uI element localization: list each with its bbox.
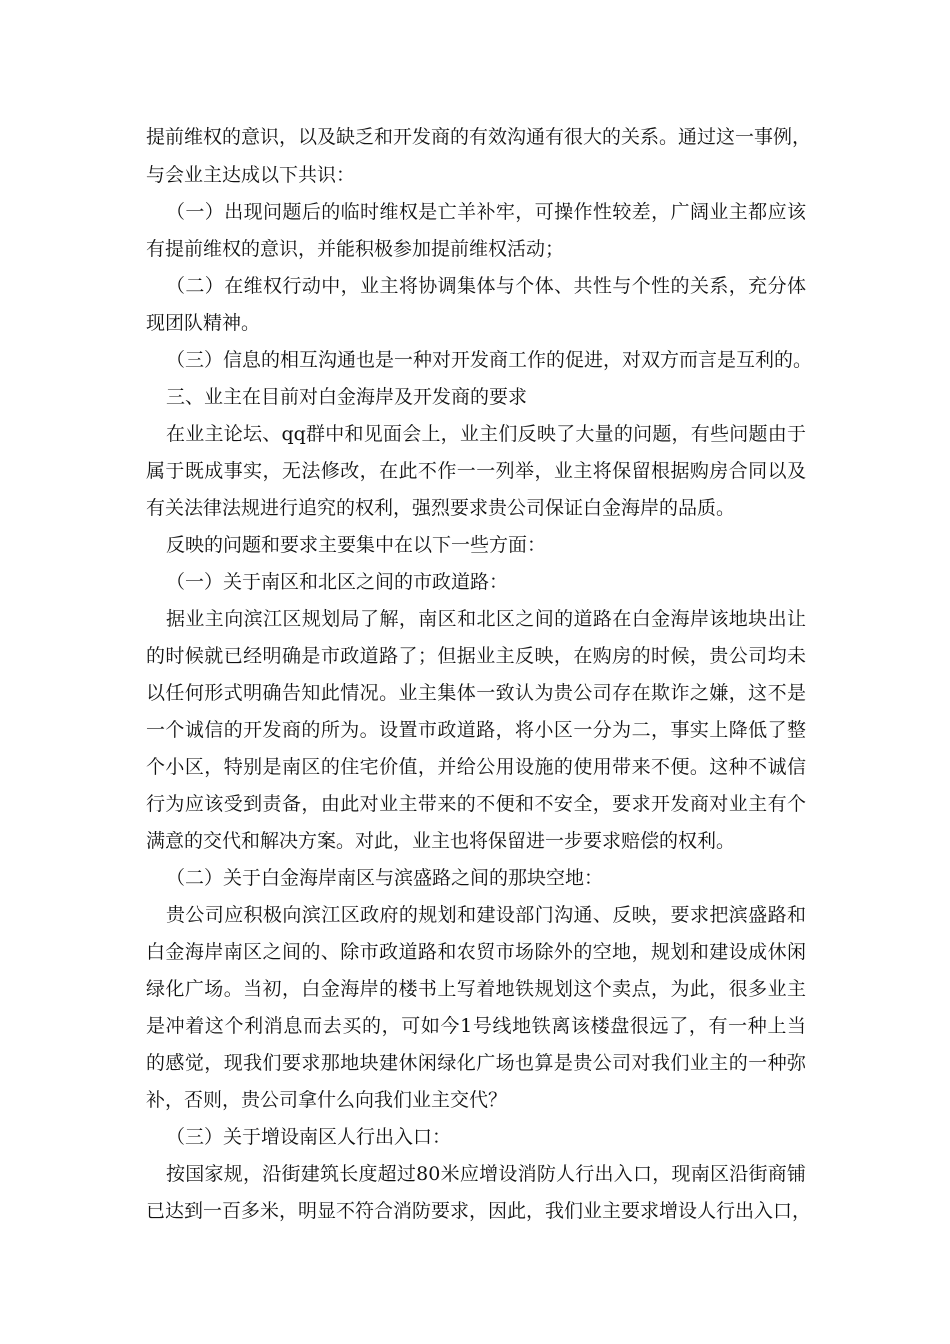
paragraph-line: （一）出现问题后的临时维权是亡羊补牢，可操作性较差，广阔业主都应该	[166, 201, 806, 223]
subsection-heading: （三）关于增设南区人行出入口：	[166, 1126, 452, 1148]
paragraph-line: 绿化广场。当初，白金海岸的楼书上写着地铁规划这个卖点，为此，很多业主	[146, 978, 806, 1000]
paragraph-line: 的感觉，现我们要求那地块建休闲绿化广场也算是贵公司对我们业主的一种弥	[146, 1052, 806, 1074]
paragraph-line: 以任何形式明确告知此情况。业主集体一致认为贵公司存在欺诈之嫌，这不是	[146, 682, 806, 704]
paragraph-line: 贵公司应积极向滨江区政府的规划和建设部门沟通、反映，要求把滨盛路和	[166, 904, 806, 926]
paragraph-line: 个小区，特别是南区的住宅价值，并给公用设施的使用带来不便。这种不诚信	[146, 756, 806, 778]
paragraph-line: 有关法律法规进行追究的权利，强烈要求贵公司保证白金海岸的品质。	[146, 497, 736, 519]
paragraph-line: 行为应该受到责备，由此对业主带来的不便和不安全，要求开发商对业主有个	[146, 793, 806, 815]
paragraph-line: 白金海岸南区之间的、除市政道路和农贸市场除外的空地，规划和建设成休闲	[146, 941, 806, 963]
paragraph-line: （三）信息的相互沟通也是一种对开发商工作的促进，对双方而言是互利的。	[166, 349, 813, 371]
paragraph-line: 与会业主达成以下共识：	[146, 164, 356, 186]
subsection-heading: （二）关于白金海岸南区与滨盛路之间的那块空地：	[166, 867, 604, 889]
paragraph-line: 满意的交代和解决方案。对此，业主也将保留进一步要求赔偿的权利。	[146, 830, 736, 852]
paragraph-line: 提前维权的意识，以及缺乏和开发商的有效沟通有很大的关系。通过这一事例，	[146, 126, 812, 148]
subsection-heading: （一）关于南区和北区之间的市政道路：	[166, 571, 509, 593]
paragraph-line: 据业主向滨江区规划局了解，南区和北区之间的道路在白金海岸该地块出让	[166, 608, 806, 630]
paragraph-line: 现团队精神。	[146, 312, 261, 334]
paragraph-line: 按国家规，沿街建筑长度超过80米应增设消防人行出入口，现南区沿街商铺	[166, 1163, 806, 1185]
paragraph-line: （二）在维权行动中，业主将协调集体与个体、共性与个性的关系，充分体	[166, 275, 806, 297]
paragraph-line: 在业主论坛、qq群中和见面会上，业主们反映了大量的问题，有些问题由于	[166, 423, 806, 445]
paragraph-line: 是冲着这个利消息而去买的，可如今1号线地铁离该楼盘很远了，有一种上当	[146, 1015, 806, 1037]
paragraph-line: 补，否则，贵公司拿什么向我们业主交代？	[146, 1089, 508, 1111]
paragraph-line: 的时候就已经明确是市政道路了；但据业主反映，在购房的时候，贵公司均未	[146, 645, 806, 667]
section-heading: 三、业主在目前对白金海岸及开发商的要求	[166, 386, 528, 408]
paragraph-line: 属于既成事实，无法修改，在此不作一一列举，业主将保留根据购房合同以及	[146, 460, 806, 482]
paragraph-line: 一个诚信的开发商的所为。设置市政道路，将小区一分为二，事实上降低了整	[146, 719, 806, 741]
paragraph-line: 已达到一百多米，明显不符合消防要求，因此，我们业主要求增设人行出入口，	[146, 1200, 812, 1222]
paragraph-line: 有提前维权的意识，并能积极参加提前维权活动；	[146, 238, 565, 260]
paragraph-line: 反映的问题和要求主要集中在以下一些方面：	[166, 534, 547, 556]
